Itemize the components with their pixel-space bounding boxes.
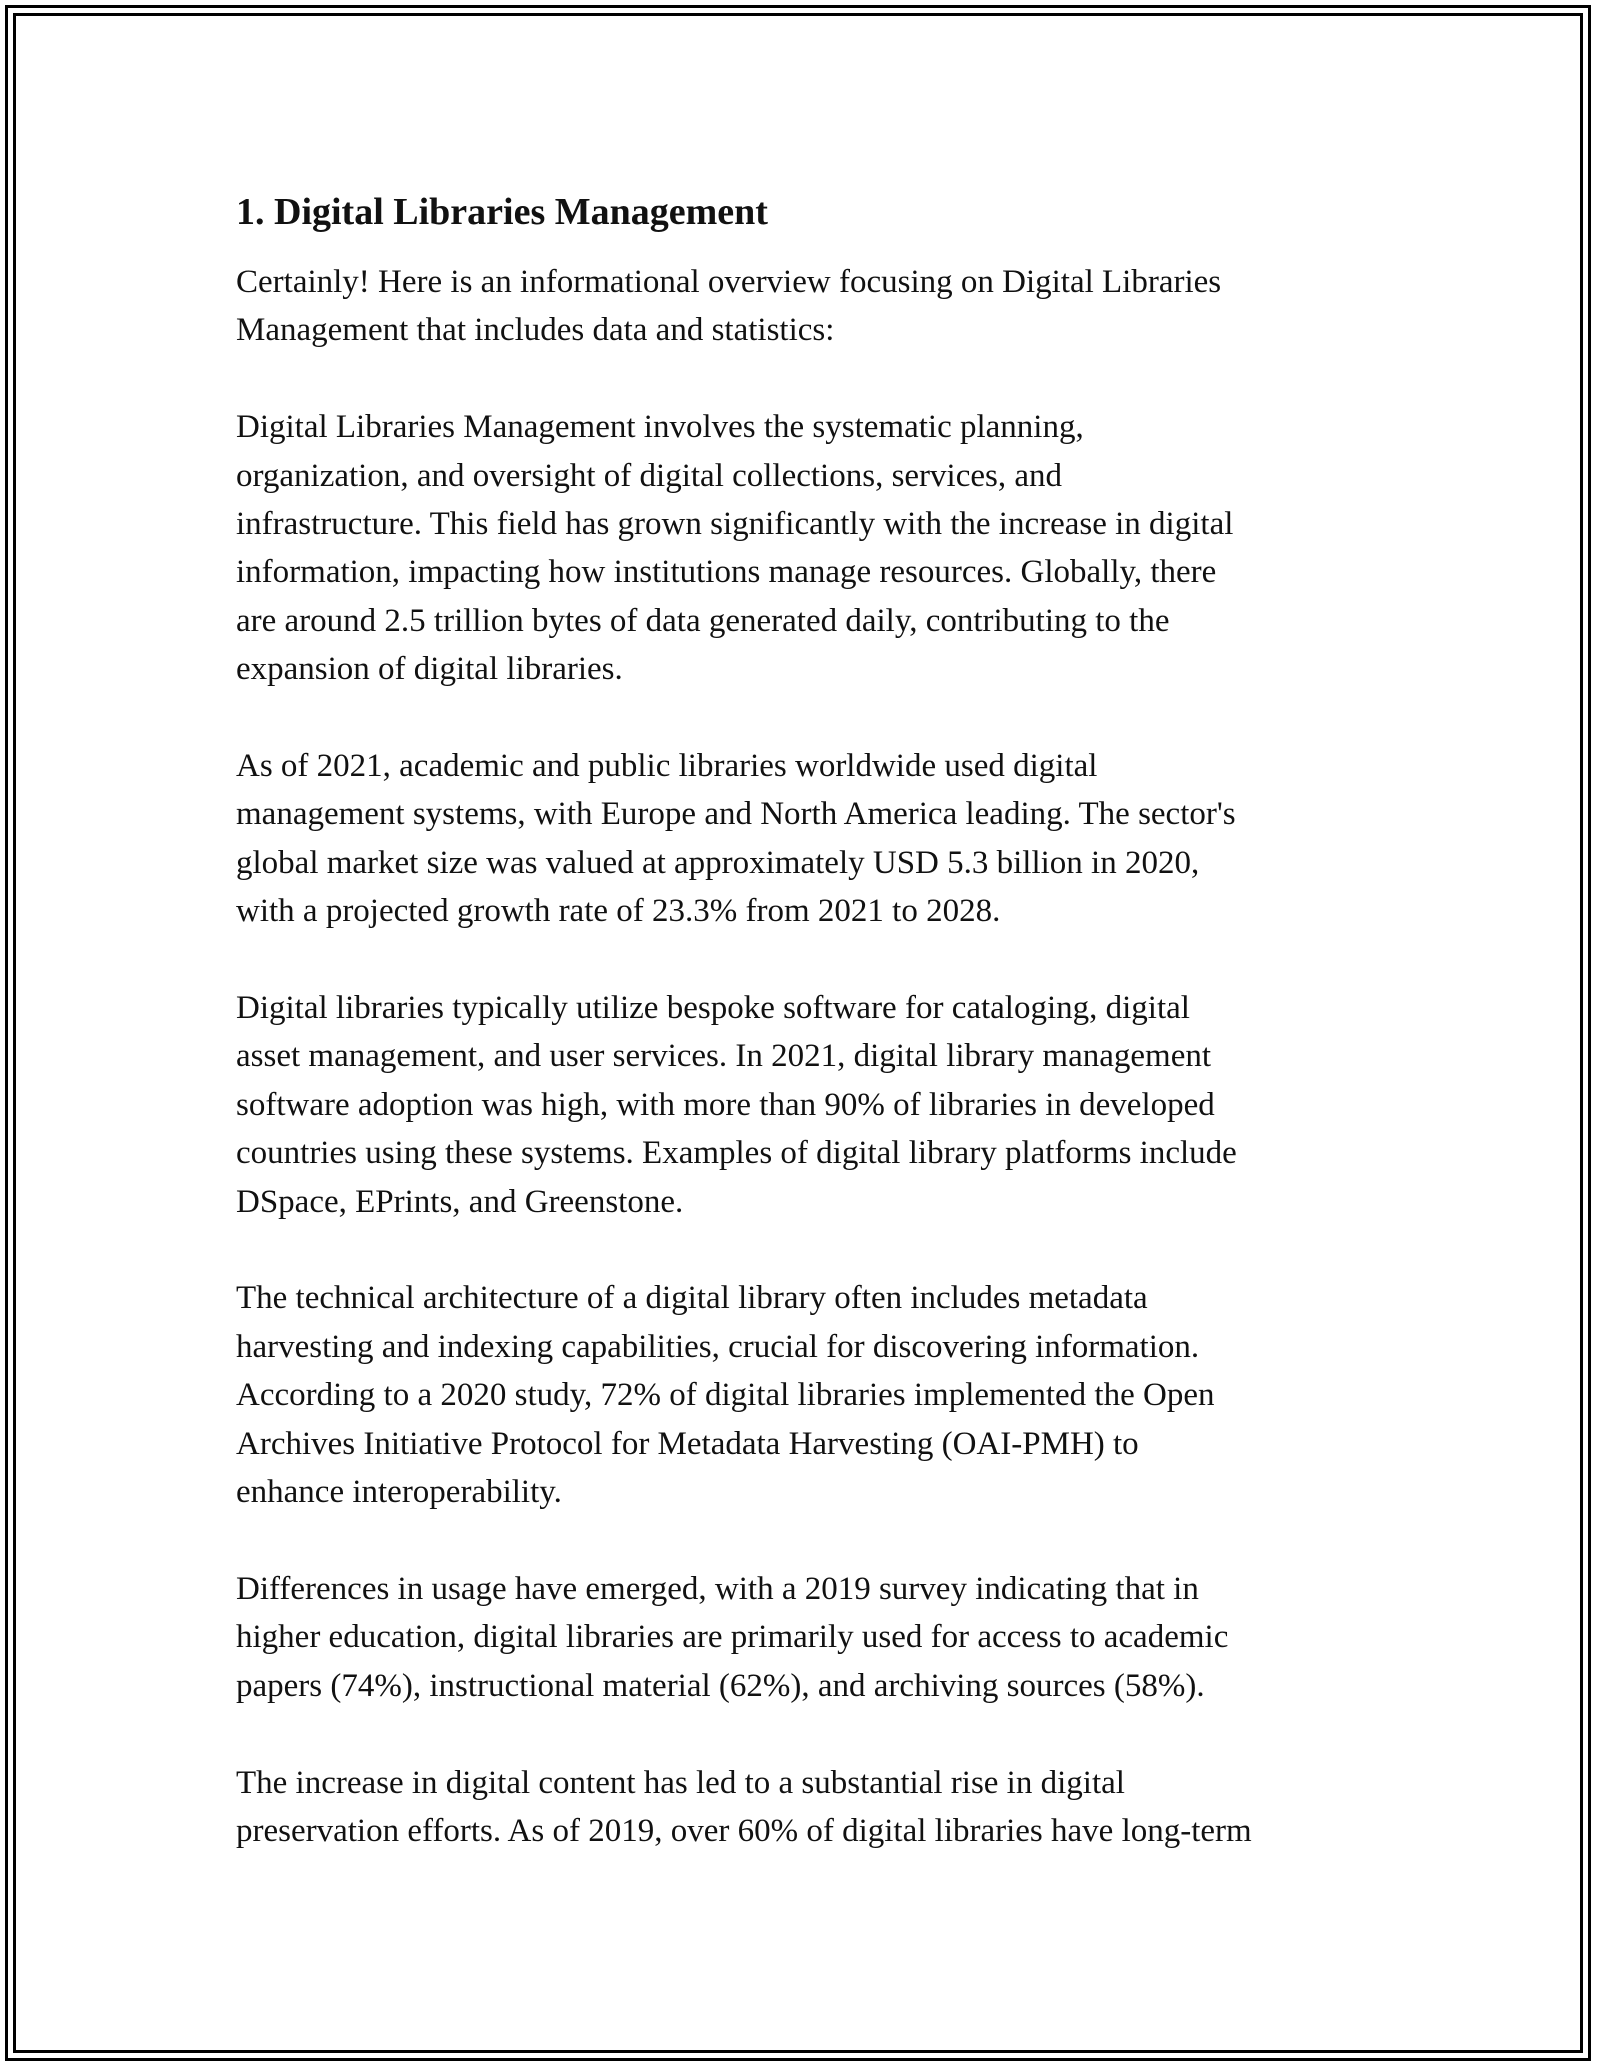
paragraph-line: papers (74%), instructional material (62%), and archiving sources (58%). <box>236 1667 1205 1704</box>
paragraph-line: software adoption was high, with more than 90% of libraries in developed <box>236 1086 1215 1123</box>
paragraph-line: Archives Initiative Protocol for Metadata Harvesting (OAI-PMH) to <box>236 1425 1139 1462</box>
paragraph-line: global market size was valued at approximately USD 5.3 billion in 2020, <box>236 844 1200 881</box>
paragraph-line: Digital libraries typically utilize bespoke software for cataloging, digital <box>236 990 1190 1027</box>
paragraph-line: asset management, and user services. In 2021, digital library management <box>236 1038 1212 1075</box>
paragraph <box>236 1565 1396 1710</box>
paragraph-line: Certainly! Here is an informational overview focusing on Digital Libraries <box>236 264 1222 300</box>
paragraph-line: The technical architecture of a digital library often includes metadata <box>236 1280 1148 1317</box>
paragraph-line: organization, and oversight of digital collections, services, and <box>236 457 1062 494</box>
paragraph-line: Digital Libraries Management involves the systematic planning, <box>236 409 1084 446</box>
paragraph-line: Management that includes data and statistics: <box>236 312 835 349</box>
paragraph-line: with a projected growth rate of 23.3% from 2021 to 2028. <box>236 893 1001 930</box>
document-body <box>236 188 1396 1904</box>
paragraph <box>236 1274 1396 1516</box>
paragraph-line: expansion of digital libraries. <box>236 651 623 688</box>
paragraph-line: Differences in usage have emerged, with a 2019 survey indicating that in <box>236 1570 1199 1607</box>
paragraph-line: According to a 2020 study, 72% of digital libraries implemented the Open <box>236 1377 1215 1414</box>
paragraph-line: management systems, with Europe and North America leading. The sector's <box>236 796 1236 833</box>
paragraph-line: preservation efforts. As of 2019, over 60% of digital libraries have long-term <box>236 1812 1252 1849</box>
paragraph <box>236 1759 1396 1856</box>
paragraph-line: higher education, digital libraries are primarily used for access to academic <box>236 1619 1229 1656</box>
section-heading: 1. Digital Libraries Management <box>236 191 768 233</box>
paragraph <box>236 742 1396 936</box>
paragraph-line: countries using these systems. Examples of digital library platforms include <box>236 1135 1237 1172</box>
paragraph <box>236 984 1396 1226</box>
paragraph-line: enhance interoperability. <box>236 1474 562 1511</box>
paragraph-line: are around 2.5 trillion bytes of data generated daily, contributing to the <box>236 602 1170 639</box>
paragraph-line: information, impacting how institutions manage resources. Globally, there <box>236 554 1217 591</box>
paragraph <box>236 403 1396 693</box>
paragraph-line: DSpace, EPrints, and Greenstone. <box>236 1183 684 1220</box>
paragraph-line: harvesting and indexing capabilities, crucial for discovering information. <box>236 1328 1200 1365</box>
paragraph <box>236 258 1396 355</box>
paragraph-line: infrastructure. This field has grown significantly with the increase in digital <box>236 506 1234 543</box>
paragraph-line: The increase in digital content has led to a substantial rise in digital <box>236 1764 1125 1801</box>
paragraph-container <box>236 258 1396 1855</box>
paragraph-line: As of 2021, academic and public libraries worldwide used digital <box>236 748 1098 785</box>
